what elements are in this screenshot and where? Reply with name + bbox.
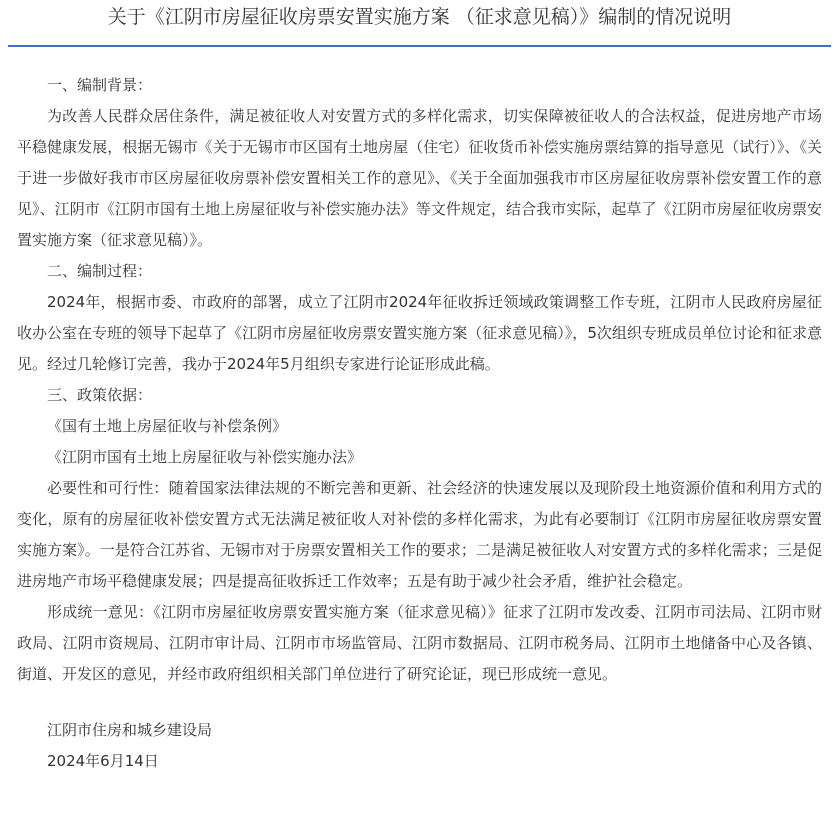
title-divider xyxy=(8,45,831,47)
section-heading-basis: 三、政策依据： xyxy=(47,386,153,404)
policy-basis-item-measures: 《江阴市国有土地上房屋征收与补偿实施办法》 xyxy=(47,448,363,466)
section-heading-process: 二、编制过程： xyxy=(47,262,153,280)
document-body xyxy=(17,70,822,777)
policy-basis-item-regulation: 《国有土地上房屋征收与补偿条例》 xyxy=(47,417,288,435)
paragraph-necessity: 必要性和可行性：随着国家法律法规的不断完善和更新、社会经济的快速发展以及现阶段土地资源价值和利用方式的变化，原有的房屋征收补偿安置方式无法满足被征收人对补偿的多样化需求，为此有必要制订《江阴市房屋征收房票安置实施方案》。一是符合江苏省、无锡市对于房票安置相关工作的要求；二是满足被征收人对安置方式的多样化需求；三是促进房地产市场平稳健康发展；四是提高征收拆迁工作效率；五是有助于减少社会矛盾，维护社会稳定。 xyxy=(17,479,822,590)
paragraph-consensus: 形成统一意见：《江阴市房屋征收房票安置实施方案（征求意见稿）》征求了江阴市发改委、江阴市司法局、江阴市财政局、江阴市资规局、江阴市审计局、江阴市市场监管局、江阴市数据局、江阴市税务局、江阴市土地储备中心及各镇、街道、开发区的意见，并经市政府组织相关部门单位进行了研究论证，现已形成统一意见。 xyxy=(17,603,822,683)
paragraph-process: 2024年，根据市委、市政府的部署，成立了江阴市2024年征收拆迁领域政策调整工作专班，江阴市人民政府房屋征收办公室在专班的领导下起草了《江阴市房屋征收房票安置实施方案（征求意见稿）》，5次组织专班成员单位讨论和征求意见。经过几轮修订完善，我办于2024年5月组织专家进行论证形成此稿。 xyxy=(17,293,822,373)
paragraph-background: 为改善人民群众居住条件，满足被征收人对安置方式的多样化需求，切实保障被征收人的合法权益，促进房地产市场平稳健康发展，根据无锡市《关于无锡市市区国有土地房屋（住宅）征收货币补偿实施房票结算的指导意见（试行）》、《关于进一步做好我市市区房屋征收房票补偿安置相关工作的意见》、《关于全面加强我市市区房屋征收房票补偿安置工作的意见》、江阴市《江阴市国有土地上房屋征收与补偿实施办法》等文件规定，结合我市实际，起草了《江阴市房屋征收房票安置实施方案（征求意见稿）》。 xyxy=(17,107,822,249)
section-heading-background: 一、编制背景： xyxy=(47,76,153,94)
document-title: 关于《江阴市房屋征收房票安置实施方案 （征求意见稿）》编制的情况说明 xyxy=(107,6,732,28)
signature-gap xyxy=(17,690,822,715)
signature-date: 2024年6月14日 xyxy=(47,752,159,770)
signature-org: 江阴市住房和城乡建设局 xyxy=(47,721,213,739)
